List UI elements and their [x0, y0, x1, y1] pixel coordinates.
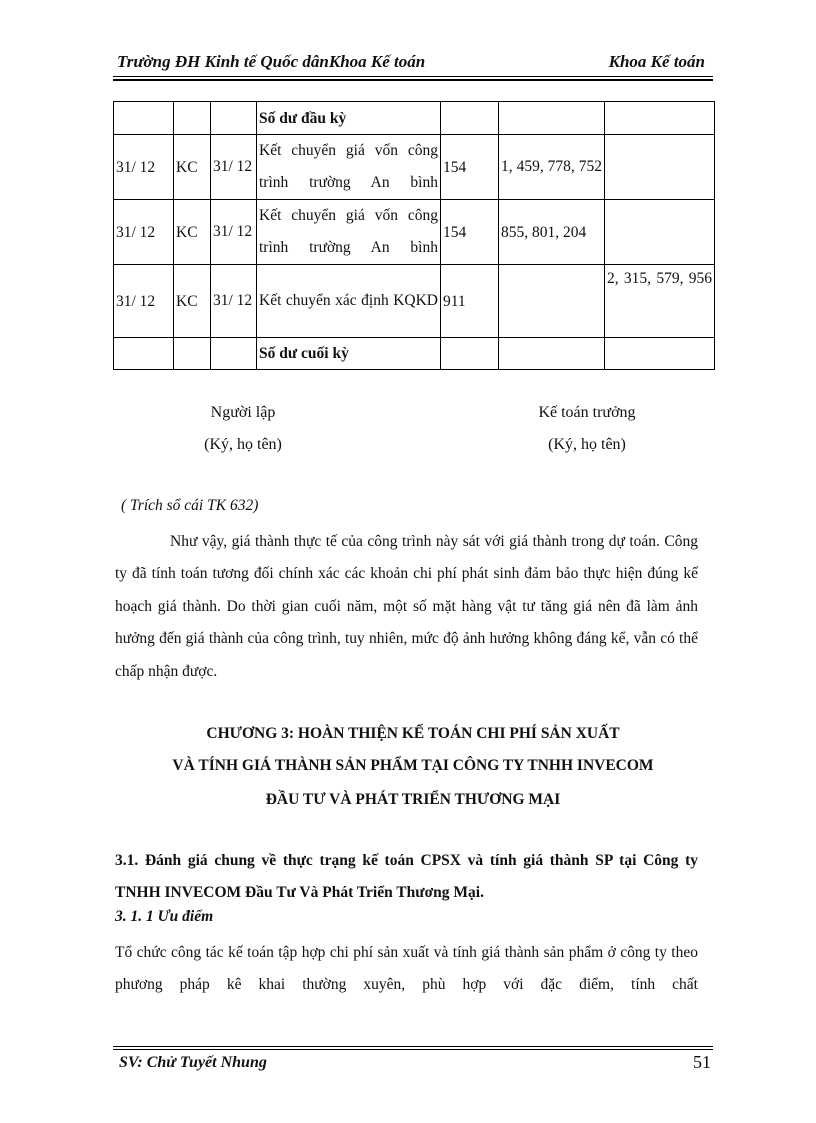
footer-author: SV: Chử Tuyết Nhung [119, 1054, 267, 1071]
cell-account: 911 [441, 265, 499, 338]
cell-account: 154 [441, 135, 499, 200]
cell-date: 31/ 12 [114, 200, 174, 265]
cell-credit [605, 102, 715, 135]
cell-code: KC [174, 200, 211, 265]
cell-code [174, 338, 211, 370]
cell-day [211, 102, 257, 135]
table-row [114, 265, 715, 338]
header-faculty: Khoa Kế toán [608, 52, 705, 71]
table-row [114, 200, 715, 265]
cell-code: KC [174, 135, 211, 200]
cell-credit [605, 265, 715, 338]
cell-debit [499, 135, 605, 200]
paragraph-text: Như vậy, giá thành thực tế của công trình này sát với giá thành trong dự toán. Công ty đã tính toán tương đối chính xác các khoản chi phí phát sinh đảm bảo thực hiện đúng kế hoạch giá thành. Do thời gian cuối năm, một số mặt hàng vật tư tăng giá nên đã làm ảnh hưởng đến giá thành của công trình, tuy nhiên, mức độ ảnh hưởng không đáng kể, vẫn có thể chấp nhận được. [115, 533, 698, 680]
cell-description: Số dư cuối kỳ [257, 338, 441, 370]
cell-debit [499, 102, 605, 135]
cell-credit [605, 200, 715, 265]
cell-account [441, 102, 499, 135]
ledger-table [113, 101, 715, 370]
cell-credit [605, 135, 715, 200]
signature-right-note: (Ký, họ tên) [548, 436, 626, 453]
footer-rule-top [113, 1046, 713, 1047]
section-subtitle: 3. 1. 1 Ưu điểm [115, 908, 214, 925]
cell-day: 31/ 12 [211, 135, 257, 200]
chapter-heading-line1: CHƯƠNG 3: HOÀN THIỆN KẾ TOÁN CHI PHÍ SẢN XUẤT [206, 725, 620, 742]
cell-date: 31/ 12 [114, 265, 174, 338]
cell-description [257, 135, 441, 200]
table-row [114, 102, 715, 135]
description-text: Kết chuyển giá vốn công trình trường An bình [259, 142, 438, 191]
signature-left-note: (Ký, họ tên) [204, 436, 282, 453]
credit-text: 2, 315, 579, 956 [607, 270, 712, 287]
cell-debit: 855, 801, 204 [499, 200, 605, 265]
table-caption: ( Trích sổ cái TK 632) [121, 497, 259, 514]
table-row [114, 135, 715, 200]
cell-description [257, 200, 441, 265]
cell-account [441, 338, 499, 370]
cell-date [114, 102, 174, 135]
header-school: Trường ĐH Kinh tế Quốc dânKhoa Kế toán [117, 52, 426, 71]
cell-day: 31/ 12 [211, 265, 257, 338]
cell-day [211, 338, 257, 370]
description-text: Kết chuyển xác định KQKD [259, 292, 438, 309]
section-title: 3.1. Đánh giá chung về thực trạng kế toán CPSX và tính giá thành SP tại Công ty TNHH INVECOM Đầu Tư Và Phát Triển Thương Mại. [115, 852, 698, 901]
cell-debit [499, 338, 605, 370]
header-rule-top [113, 76, 713, 77]
cell-account: 154 [441, 200, 499, 265]
cell-description [257, 265, 441, 338]
page-number: 51 [693, 1052, 711, 1072]
cell-day: 31/ 12 [211, 200, 257, 265]
header-rule-bottom [113, 79, 713, 81]
chapter-heading-line3: ĐẦU TƯ VÀ PHÁT TRIỂN THƯƠNG MẠI [265, 791, 561, 808]
page-footer [113, 1050, 713, 1076]
cell-description: Số dư đầu kỳ [257, 102, 441, 135]
chapter-heading-line2: VÀ TÍNH GIÁ THÀNH SẢN PHẨM TẠI CÔNG TY TNHH INVECOM [172, 757, 654, 774]
signature-left-title: Người lập [210, 404, 276, 421]
body-paragraph [115, 526, 698, 688]
cell-date: 31/ 12 [114, 135, 174, 200]
cell-date [114, 338, 174, 370]
page-header [113, 50, 713, 76]
cell-credit [605, 338, 715, 370]
cell-debit [499, 265, 605, 338]
cell-code: KC [174, 265, 211, 338]
cell-code [174, 102, 211, 135]
table-row [114, 338, 715, 370]
signature-right-title: Kế toán trưởng [538, 404, 636, 421]
debit-text: 1, 459, 778, 752 [501, 158, 602, 175]
description-text: Kết chuyển giá vốn công trình trường An bình [259, 207, 438, 256]
section-paragraph: Tổ chức công tác kế toán tập hợp chi phí sản xuất và tính giá thành sản phẩm ở công ty theo phương pháp kê khai thường xuyên, phù hợp với đặc điểm, tính chất [115, 944, 698, 994]
